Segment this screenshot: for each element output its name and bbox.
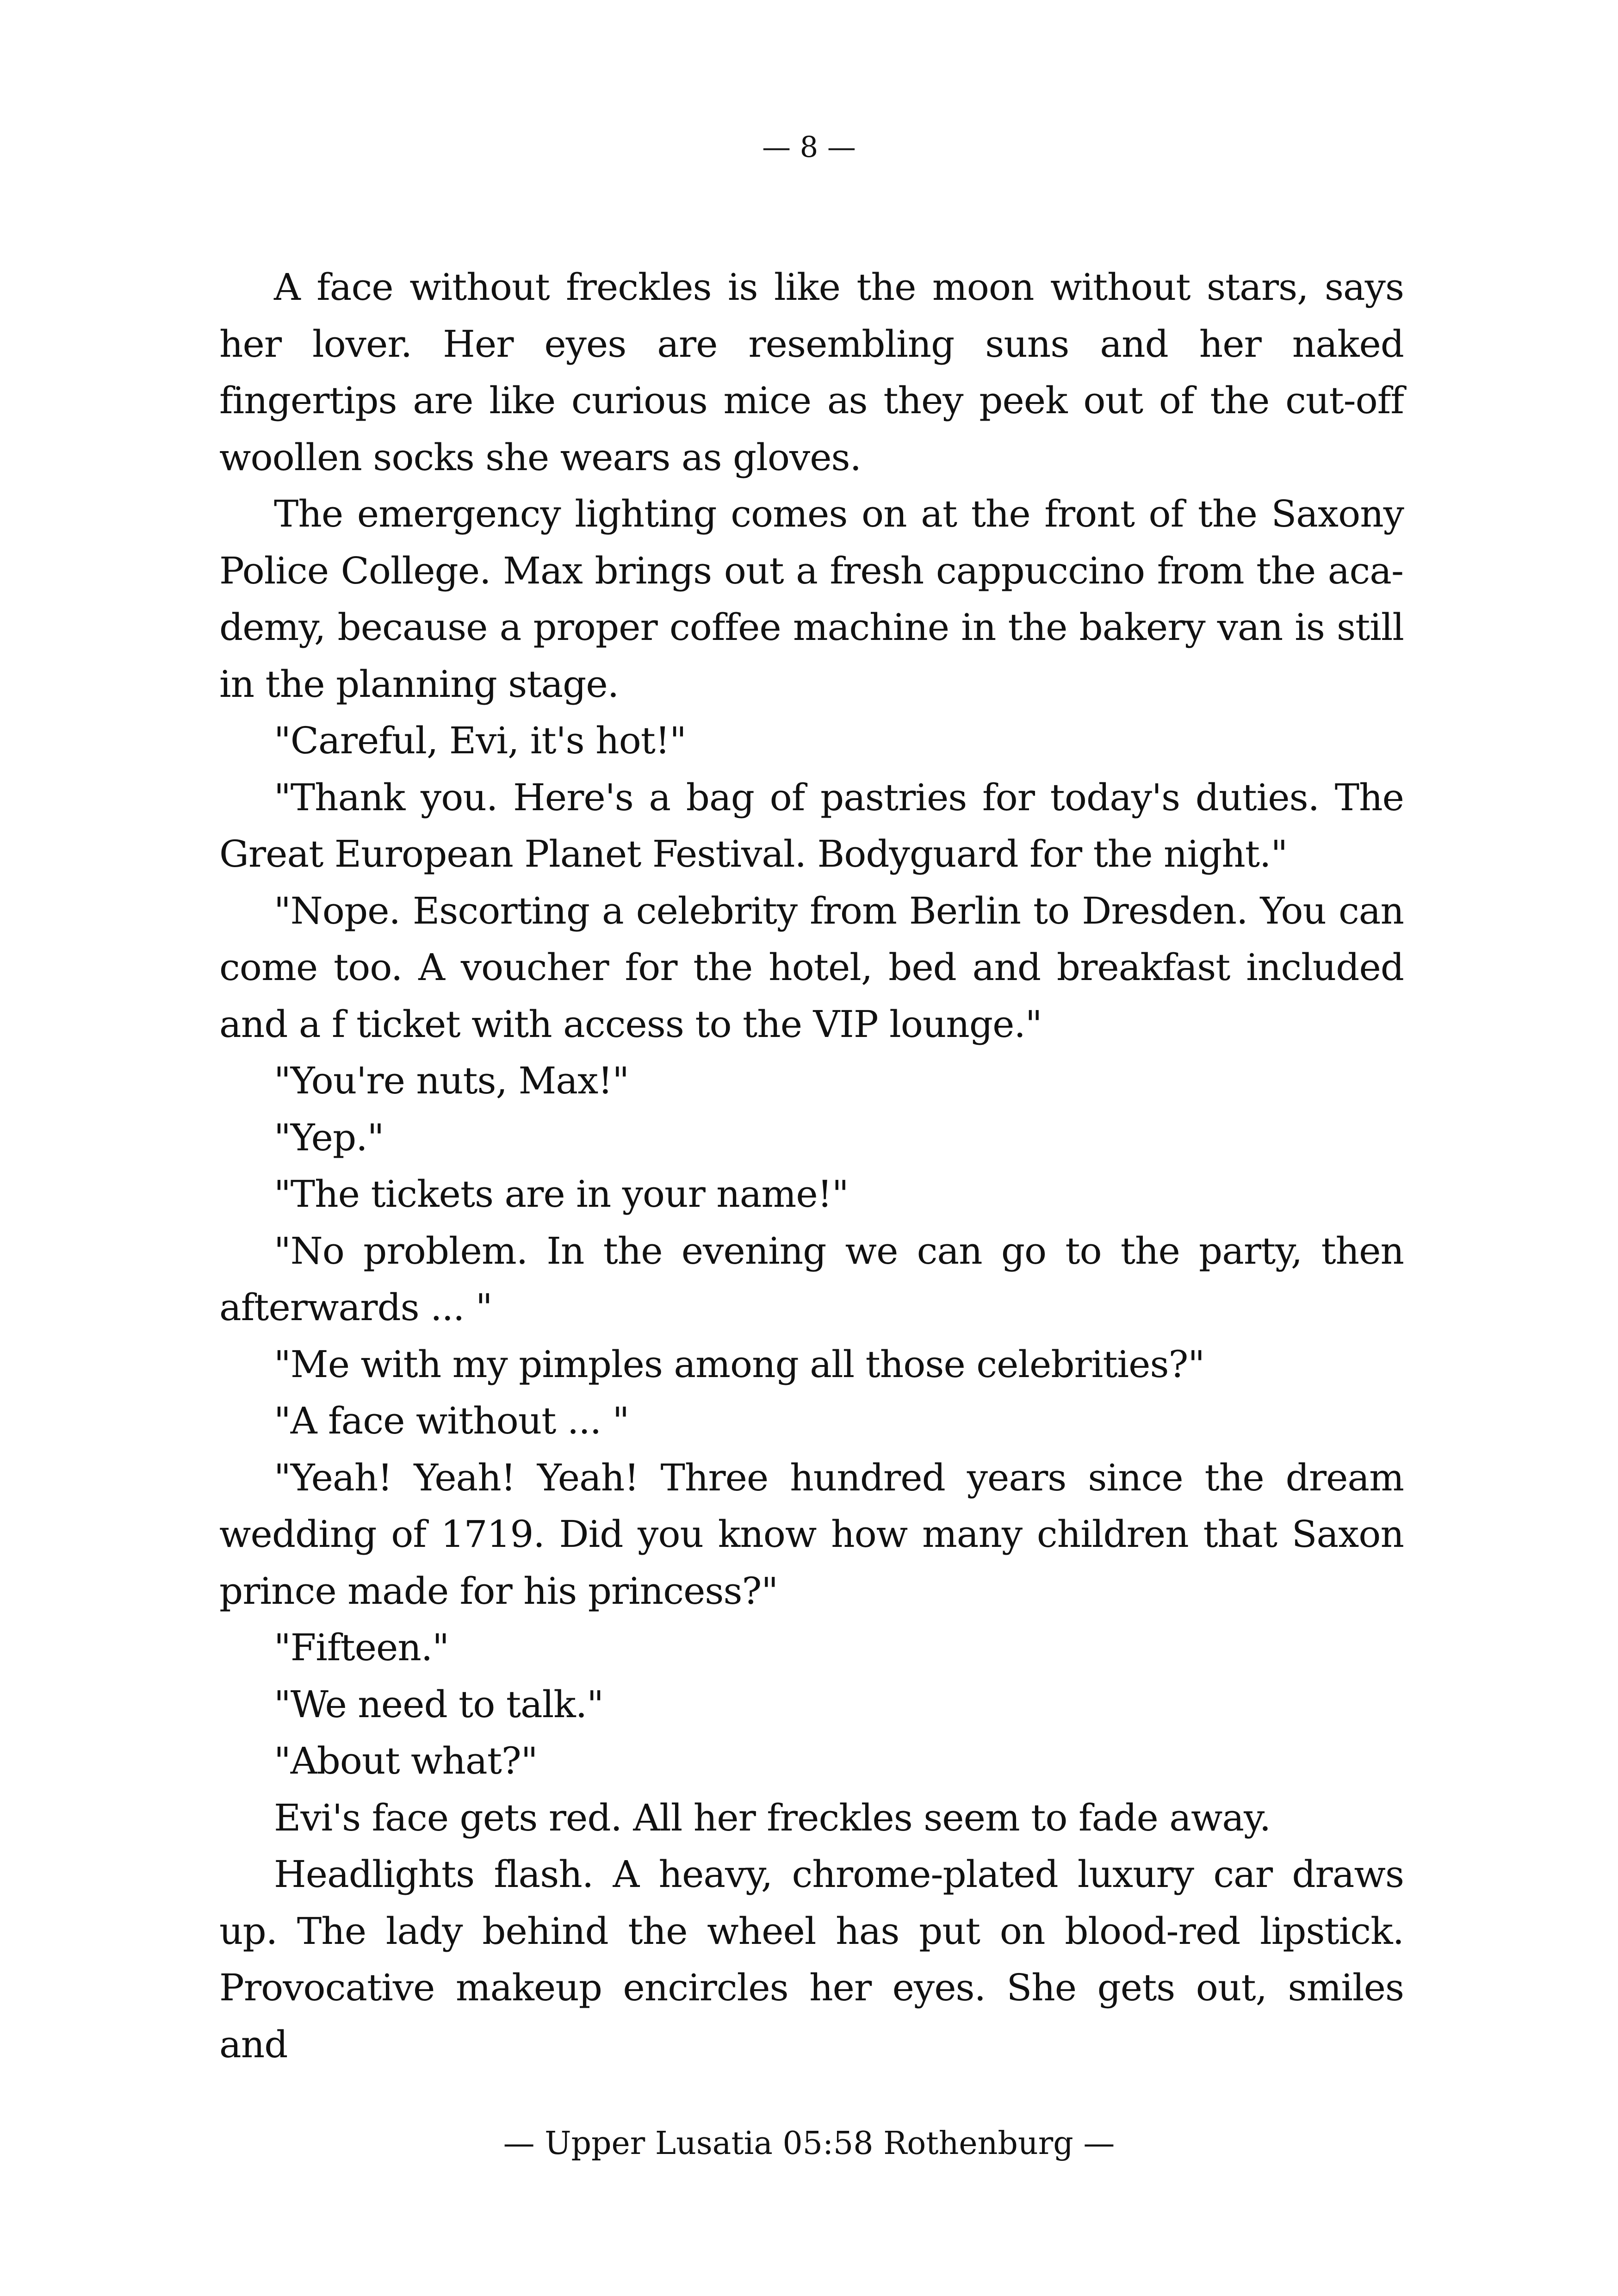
paragraph: "Yeah! Yeah! Yeah! Three hundred years since the dream wedding of 1719. Did you know how many children that Saxon prince made for his princess?" bbox=[219, 1456, 1404, 1613]
paragraph: "About what?" bbox=[274, 1739, 538, 1782]
body-text bbox=[219, 259, 1404, 2073]
paragraph: "Me with my pimples among all those celebrities?" bbox=[274, 1342, 1205, 1386]
paragraph: "Yep." bbox=[274, 1116, 384, 1159]
paragraph: Evi's face gets red. All her freckles seem to fade away. bbox=[274, 1796, 1271, 1839]
paragraph: "Fifteen." bbox=[274, 1626, 449, 1669]
paragraph: "The tickets are in your name!" bbox=[274, 1173, 849, 1216]
paragraph: "A face without ... " bbox=[274, 1399, 629, 1442]
running-footer: — Upper Lusatia 05:58 Rothenburg — bbox=[503, 2125, 1115, 2162]
paragraph: "Careful, Evi, it's hot!" bbox=[274, 719, 686, 762]
paragraph: The emergency lighting comes on at the front of the Saxony Police College. Max brings out a fresh cappuccino from the academy, because a proper coffee machine in the bakery van is still in the planning stage. bbox=[219, 492, 1404, 706]
paragraph: "Nope. Escorting a celebrity from Berlin to Dresden. You can come too. A voucher for the hotel, bed and breakfast included and a f ticket with access to the VIP lounge." bbox=[219, 889, 1404, 1046]
paragraph: "Thank you. Here's a bag of pastries for today's duties. The Great European Planet Festival. Bodyguard for the night." bbox=[219, 776, 1404, 875]
paragraph: A face without freckles is like the moon without stars, says her lover. Her eyes are resembling suns and her naked fingertips are like curious mice as they peek out of the cut-off woollen socks she wears as gloves. bbox=[219, 266, 1404, 479]
paragraph: Headlights flash. A heavy, chrome-plated luxury car draws up. The lady behind the wheel has put on blood-red lipstick. Provocative makeup encircles her eyes. She gets out, smiles and bbox=[219, 1853, 1404, 2066]
paragraph: "You're nuts, Max!" bbox=[274, 1059, 629, 1102]
paragraph: "No problem. In the evening we can go to the party, then afterwards ... " bbox=[219, 1229, 1404, 1329]
paragraph: "We need to talk." bbox=[274, 1682, 603, 1726]
page-number: — 8 — bbox=[762, 130, 856, 164]
